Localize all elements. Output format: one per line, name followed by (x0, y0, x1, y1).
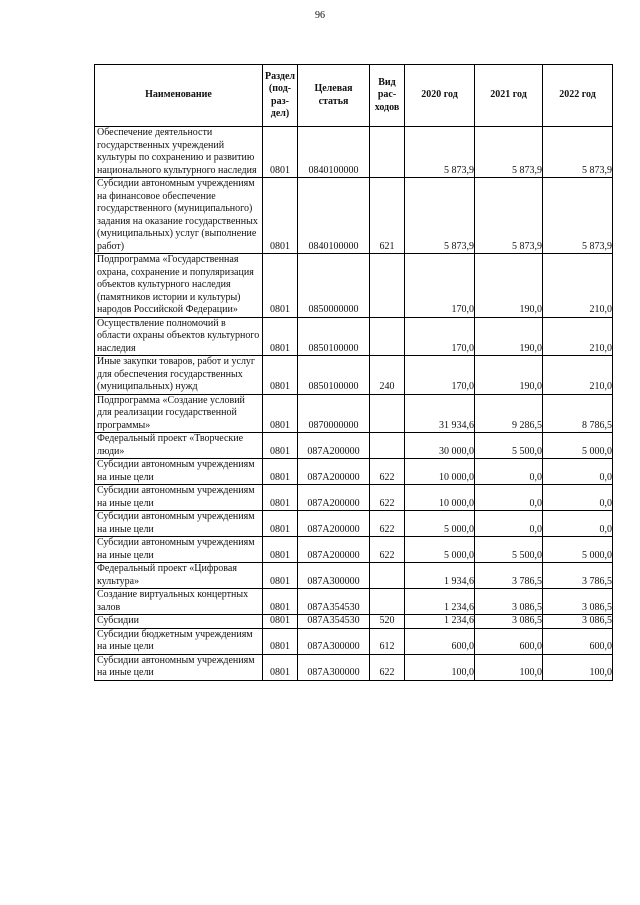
cell-2021: 5 500,0 (475, 433, 543, 459)
cell-2021: 5 873,9 (475, 127, 543, 178)
table-row (95, 589, 613, 615)
cell-name: Субсидии автономным учреждениям на иные цели (95, 537, 263, 563)
cell-name: Субсидии бюджетным учреждениям на иные цели (95, 628, 263, 654)
table-row (95, 254, 613, 318)
table-row (95, 628, 613, 654)
cell-2022: 5 000,0 (543, 537, 613, 563)
cell-2020: 10 000,0 (405, 485, 475, 511)
cell-2020: 5 873,9 (405, 178, 475, 254)
cell-2021: 0,0 (475, 459, 543, 485)
cell-target: 087A200000 (298, 459, 370, 485)
cell-kind: 622 (370, 511, 405, 537)
cell-target: 087A300000 (298, 654, 370, 680)
cell-2021: 190,0 (475, 254, 543, 318)
cell-target: 087A354530 (298, 589, 370, 615)
cell-section: 0801 (263, 254, 298, 318)
cell-2020: 10 000,0 (405, 459, 475, 485)
header-2022: 2022 год (543, 65, 613, 127)
cell-2022: 5 873,9 (543, 178, 613, 254)
cell-2021: 600,0 (475, 628, 543, 654)
header-target: Целевая статья (298, 65, 370, 127)
cell-2020: 5 000,0 (405, 537, 475, 563)
cell-2021: 0,0 (475, 485, 543, 511)
cell-target: 087A300000 (298, 563, 370, 589)
cell-2021: 5 500,0 (475, 537, 543, 563)
table-header-row (95, 65, 613, 127)
cell-section: 0801 (263, 654, 298, 680)
table-row (95, 459, 613, 485)
table-row (95, 511, 613, 537)
table-row (95, 356, 613, 395)
cell-2021: 9 286,5 (475, 394, 543, 433)
cell-kind: 612 (370, 628, 405, 654)
cell-target: 0870000000 (298, 394, 370, 433)
cell-kind: 622 (370, 654, 405, 680)
cell-name: Обеспечение деятельности государственных учреждений культуры по сохранению и развитию национального культурного наследия (95, 127, 263, 178)
cell-target: 0850100000 (298, 317, 370, 356)
cell-2021: 0,0 (475, 511, 543, 537)
cell-2022: 210,0 (543, 317, 613, 356)
cell-target: 087A200000 (298, 537, 370, 563)
header-kind: Вид рас-ходов (370, 65, 405, 127)
cell-kind (370, 254, 405, 318)
cell-2020: 1 234,6 (405, 589, 475, 615)
table-row (95, 563, 613, 589)
cell-2020: 600,0 (405, 628, 475, 654)
cell-name: Субсидии (95, 615, 263, 629)
cell-name: Подпрограмма «Государственная охрана, сохранение и популяризация объектов культурного наследия (памятников истории и культуры) народов Российской Федерации» (95, 254, 263, 318)
cell-2020: 1 234,6 (405, 615, 475, 629)
cell-section: 0801 (263, 433, 298, 459)
cell-section: 0801 (263, 127, 298, 178)
page-number: 96 (315, 10, 325, 21)
cell-kind: 621 (370, 178, 405, 254)
cell-2022: 210,0 (543, 254, 613, 318)
table-row (95, 485, 613, 511)
cell-2021: 3 086,5 (475, 615, 543, 629)
cell-target: 0840100000 (298, 178, 370, 254)
cell-section: 0801 (263, 356, 298, 395)
cell-2022: 600,0 (543, 628, 613, 654)
header-2020: 2020 год (405, 65, 475, 127)
cell-2020: 1 934,6 (405, 563, 475, 589)
cell-kind (370, 394, 405, 433)
cell-name: Субсидии автономным учреждениям на иные цели (95, 485, 263, 511)
cell-2021: 190,0 (475, 356, 543, 395)
cell-target: 087A200000 (298, 485, 370, 511)
cell-section: 0801 (263, 317, 298, 356)
table-row (95, 615, 613, 629)
cell-section: 0801 (263, 615, 298, 629)
header-section: Раздел (под-раз-дел) (263, 65, 298, 127)
table-row (95, 394, 613, 433)
cell-kind (370, 127, 405, 178)
cell-section: 0801 (263, 394, 298, 433)
cell-name: Осуществление полномочий в области охраны объектов культурного наследия (95, 317, 263, 356)
cell-section: 0801 (263, 178, 298, 254)
cell-2022: 0,0 (543, 511, 613, 537)
cell-2022: 0,0 (543, 485, 613, 511)
cell-target: 0850000000 (298, 254, 370, 318)
cell-2022: 0,0 (543, 459, 613, 485)
cell-2020: 170,0 (405, 254, 475, 318)
cell-name: Федеральный проект «Цифровая культура» (95, 563, 263, 589)
table-row (95, 654, 613, 680)
cell-kind: 520 (370, 615, 405, 629)
table-row (95, 178, 613, 254)
cell-target: 087A300000 (298, 628, 370, 654)
cell-kind: 622 (370, 485, 405, 511)
cell-target: 0840100000 (298, 127, 370, 178)
cell-2021: 5 873,9 (475, 178, 543, 254)
cell-kind (370, 317, 405, 356)
cell-name: Субсидии автономным учреждениям на иные цели (95, 459, 263, 485)
cell-kind (370, 563, 405, 589)
cell-section: 0801 (263, 537, 298, 563)
cell-target: 0850100000 (298, 356, 370, 395)
cell-2020: 5 000,0 (405, 511, 475, 537)
cell-2020: 30 000,0 (405, 433, 475, 459)
cell-section: 0801 (263, 589, 298, 615)
cell-2021: 3 786,5 (475, 563, 543, 589)
cell-2021: 100,0 (475, 654, 543, 680)
cell-2022: 100,0 (543, 654, 613, 680)
cell-name: Федеральный проект «Творческие люди» (95, 433, 263, 459)
cell-2020: 170,0 (405, 356, 475, 395)
table-row (95, 537, 613, 563)
cell-name: Субсидии автономным учреждениям на финансовое обеспечение государственного (муниципального) задания на оказание государственных (муниципальных) услуг (выполнение работ) (95, 178, 263, 254)
cell-2020: 31 934,6 (405, 394, 475, 433)
cell-name: Субсидии автономным учреждениям на иные цели (95, 654, 263, 680)
cell-kind: 622 (370, 537, 405, 563)
cell-name: Подпрограмма «Создание условий для реализации государственной программы» (95, 394, 263, 433)
cell-section: 0801 (263, 628, 298, 654)
header-name: Наименование (95, 65, 263, 127)
budget-table (94, 64, 613, 681)
cell-target: 087A200000 (298, 511, 370, 537)
cell-target: 087A200000 (298, 433, 370, 459)
cell-name: Иные закупки товаров, работ и услуг для обеспечения государственных (муниципальных) нужд (95, 356, 263, 395)
cell-2022: 5 000,0 (543, 433, 613, 459)
cell-2021: 190,0 (475, 317, 543, 356)
header-2021: 2021 год (475, 65, 543, 127)
cell-2022: 3 786,5 (543, 563, 613, 589)
cell-2022: 8 786,5 (543, 394, 613, 433)
cell-kind (370, 589, 405, 615)
cell-section: 0801 (263, 511, 298, 537)
cell-name: Субсидии автономным учреждениям на иные цели (95, 511, 263, 537)
cell-2021: 3 086,5 (475, 589, 543, 615)
cell-section: 0801 (263, 563, 298, 589)
table-row (95, 433, 613, 459)
cell-2022: 210,0 (543, 356, 613, 395)
cell-kind: 240 (370, 356, 405, 395)
cell-target: 087A354530 (298, 615, 370, 629)
cell-2022: 3 086,5 (543, 615, 613, 629)
cell-2020: 170,0 (405, 317, 475, 356)
cell-section: 0801 (263, 485, 298, 511)
table-row (95, 127, 613, 178)
cell-section: 0801 (263, 459, 298, 485)
cell-kind (370, 433, 405, 459)
cell-2022: 5 873,9 (543, 127, 613, 178)
cell-2020: 100,0 (405, 654, 475, 680)
cell-kind: 622 (370, 459, 405, 485)
cell-2022: 3 086,5 (543, 589, 613, 615)
cell-2020: 5 873,9 (405, 127, 475, 178)
table-row (95, 317, 613, 356)
cell-name: Создание виртуальных концертных залов (95, 589, 263, 615)
